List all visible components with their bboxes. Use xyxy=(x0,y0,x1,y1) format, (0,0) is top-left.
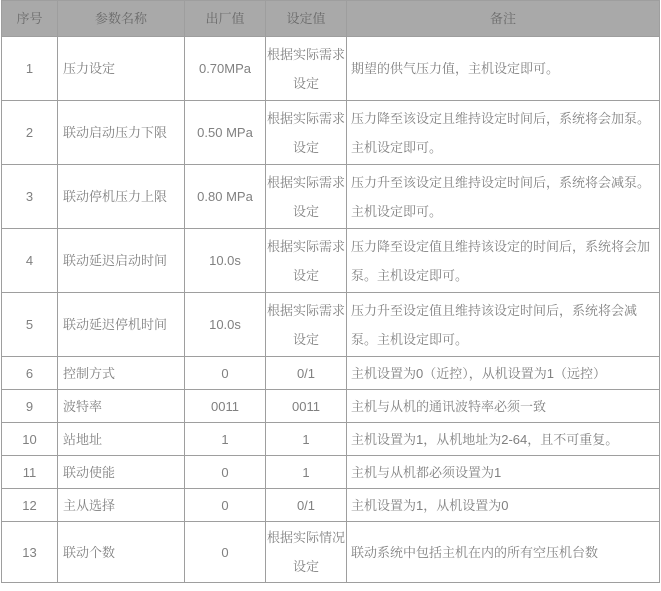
table-row xyxy=(2,489,660,522)
cell-set-value: 根据实际情况设定 xyxy=(266,522,347,583)
cell-no: 4 xyxy=(2,229,58,293)
column-header-factory-value: 出厂值 xyxy=(185,1,266,37)
parameters-table xyxy=(1,0,660,583)
column-header-no: 序号 xyxy=(2,1,58,37)
cell-remark: 压力降至设定值且维持该设定的时间后，系统将会加泵。主机设定即可。 xyxy=(347,229,660,293)
cell-param-name: 控制方式 xyxy=(58,357,185,390)
cell-remark: 主机与从机的通讯波特率必须一致 xyxy=(347,390,660,423)
cell-set-value: 根据实际需求设定 xyxy=(266,165,347,229)
table-row xyxy=(2,293,660,357)
cell-param-name: 联动个数 xyxy=(58,522,185,583)
cell-no: 1 xyxy=(2,37,58,101)
cell-factory-value: 0 xyxy=(185,357,266,390)
cell-set-value: 0/1 xyxy=(266,489,347,522)
table-body xyxy=(2,37,660,583)
cell-param-name: 联动使能 xyxy=(58,456,185,489)
table-header xyxy=(2,1,660,37)
cell-remark: 联动系统中包括主机在内的所有空压机台数 xyxy=(347,522,660,583)
cell-param-name: 联动停机压力上限 xyxy=(58,165,185,229)
table-row xyxy=(2,357,660,390)
cell-factory-value: 0.80 MPa xyxy=(185,165,266,229)
cell-remark: 主机设置为1，从机地址为2-64，且不可重复。 xyxy=(347,423,660,456)
table-row xyxy=(2,229,660,293)
cell-factory-value: 0 xyxy=(185,522,266,583)
cell-param-name: 波特率 xyxy=(58,390,185,423)
cell-factory-value: 10.0s xyxy=(185,293,266,357)
column-header-name: 参数名称 xyxy=(58,1,185,37)
cell-remark: 主机设置为0（近控），从机设置为1（远控） xyxy=(347,357,660,390)
cell-no: 12 xyxy=(2,489,58,522)
cell-factory-value: 0011 xyxy=(185,390,266,423)
cell-param-name: 联动启动压力下限 xyxy=(58,101,185,165)
cell-factory-value: 0 xyxy=(185,456,266,489)
table-row xyxy=(2,165,660,229)
cell-no: 5 xyxy=(2,293,58,357)
cell-param-name: 主从选择 xyxy=(58,489,185,522)
cell-remark: 压力升至该设定且维持设定时间后，系统将会减泵。主机设定即可。 xyxy=(347,165,660,229)
cell-param-name: 压力设定 xyxy=(58,37,185,101)
table-row xyxy=(2,423,660,456)
cell-param-name: 站地址 xyxy=(58,423,185,456)
header-row xyxy=(2,1,660,37)
cell-set-value: 1 xyxy=(266,456,347,489)
cell-no: 2 xyxy=(2,101,58,165)
cell-set-value: 0011 xyxy=(266,390,347,423)
cell-no: 13 xyxy=(2,522,58,583)
cell-no: 9 xyxy=(2,390,58,423)
table-row xyxy=(2,101,660,165)
cell-param-name: 联动延迟启动时间 xyxy=(58,229,185,293)
cell-remark: 主机设置为1，从机设置为0 xyxy=(347,489,660,522)
table-row xyxy=(2,456,660,489)
cell-remark: 主机与从机都必须设置为1 xyxy=(347,456,660,489)
table-row xyxy=(2,37,660,101)
table-row xyxy=(2,522,660,583)
cell-factory-value: 10.0s xyxy=(185,229,266,293)
cell-remark: 期望的供气压力值，主机设定即可。 xyxy=(347,37,660,101)
column-header-set-value: 设定值 xyxy=(266,1,347,37)
cell-param-name: 联动延迟停机时间 xyxy=(58,293,185,357)
cell-factory-value: 0.70MPa xyxy=(185,37,266,101)
cell-set-value: 根据实际需求设定 xyxy=(266,293,347,357)
cell-factory-value: 0 xyxy=(185,489,266,522)
cell-no: 3 xyxy=(2,165,58,229)
cell-remark: 压力降至该设定且维持设定时间后，系统将会加泵。主机设定即可。 xyxy=(347,101,660,165)
cell-remark: 压力升至设定值且维持该设定时间后，系统将会减泵。主机设定即可。 xyxy=(347,293,660,357)
cell-set-value: 1 xyxy=(266,423,347,456)
cell-set-value: 根据实际需求设定 xyxy=(266,101,347,165)
column-header-remark: 备注 xyxy=(347,1,660,37)
cell-no: 6 xyxy=(2,357,58,390)
cell-set-value: 根据实际需求设定 xyxy=(266,37,347,101)
cell-no: 11 xyxy=(2,456,58,489)
cell-set-value: 根据实际需求设定 xyxy=(266,229,347,293)
cell-no: 10 xyxy=(2,423,58,456)
cell-factory-value: 1 xyxy=(185,423,266,456)
cell-factory-value: 0.50 MPa xyxy=(185,101,266,165)
cell-set-value: 0/1 xyxy=(266,357,347,390)
table-row xyxy=(2,390,660,423)
